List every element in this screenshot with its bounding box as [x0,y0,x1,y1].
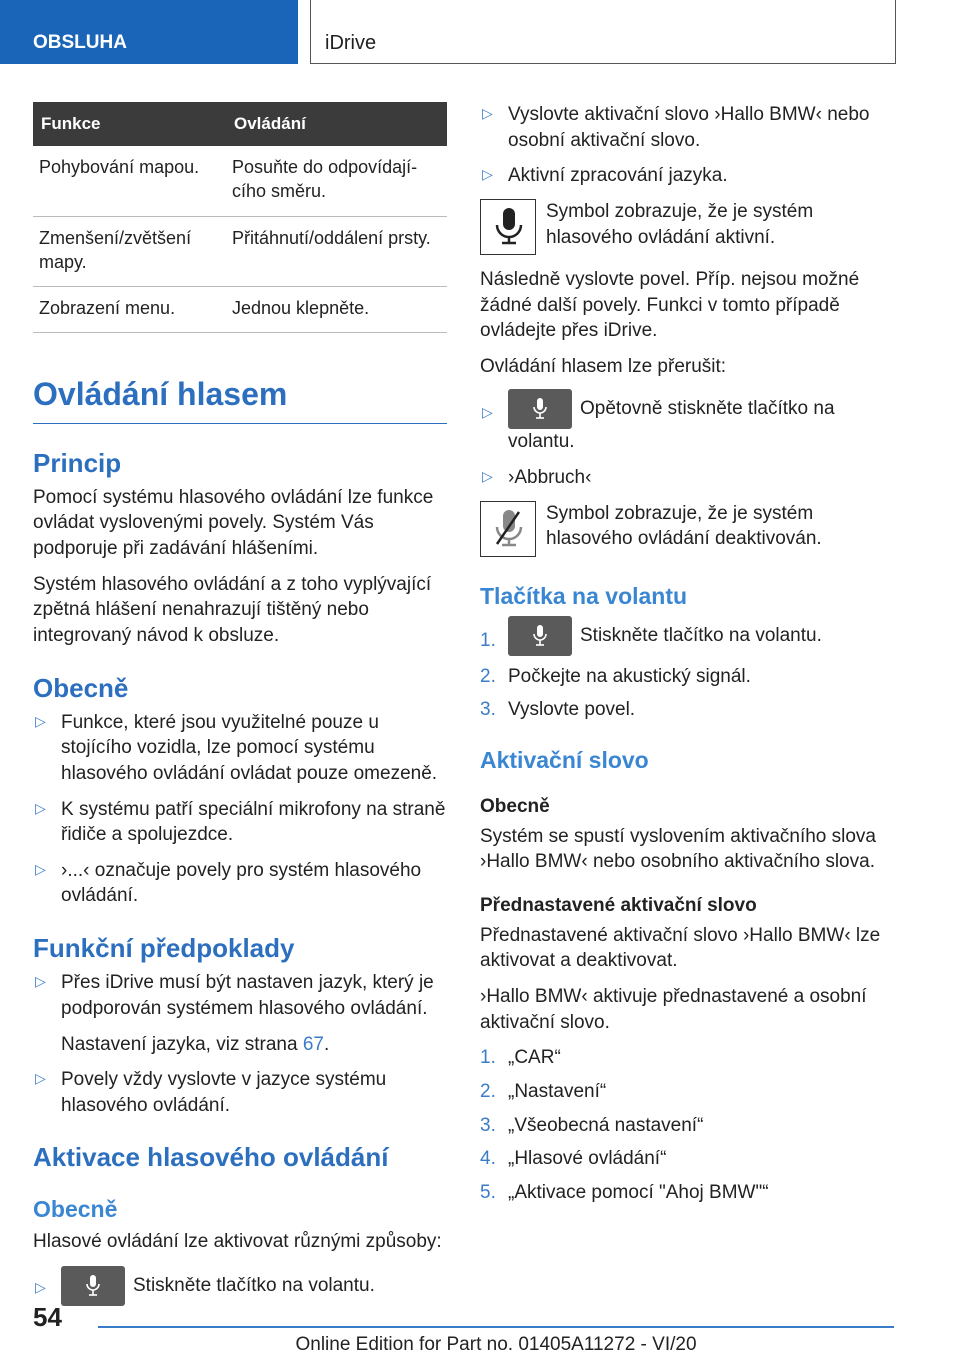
microphone-icon [495,208,523,246]
voice-active-symbol [480,199,536,255]
subsection-heading: Obecně [33,1195,118,1222]
section-heading: Funkční předpoklady [33,933,295,964]
section-heading: Aktivace hlasového ovládání [33,1142,389,1173]
gesture-table [33,102,447,333]
footer-divider [98,1326,894,1328]
page-link[interactable]: 67 [302,1033,324,1055]
step-number: 4. [480,1148,496,1170]
right-column [480,102,894,1213]
list-item: 1. „CAR“ [480,1045,894,1071]
table-cell: Posuňte do odpovídajícího směru. [226,146,447,216]
microphone-icon [533,398,547,420]
triangle-bullet-icon: ▷ [35,1070,46,1087]
paragraph: Následně vyslovte povel. Příp. nejsou možné žádné další povely. Funkci v tomto případě ovládejte přes iDrive. [480,268,860,342]
table-cell: Zmenšení/zvětšení mapy. [33,216,226,287]
sub-paragraph: Nastavení jazyka, viz strana 67. [61,1033,330,1055]
triangle-bullet-icon: ▷ [35,799,46,816]
triangle-bullet-icon: ▷ [35,860,46,877]
list-item: ▷ Funkce, které jsou využitelné pouze u stojícího vozidla, lze pomocí systému hlasového ovládání ovládat pouze omezeně. [35,711,438,784]
numbered-list [480,616,894,723]
list-item: ▷ K systému patří speciální mikrofony na straně řidiče a spolujezdce. [35,798,446,846]
table-cell: Pohybování mapou. [33,146,226,216]
table-row [33,216,447,287]
triangle-bullet-icon: ▷ [35,973,46,990]
section-tab [0,0,298,64]
step-number: 3. [480,699,496,721]
voice-button-image [508,389,572,429]
table-header-cell: Ovládání [226,102,447,146]
list-item: ▷ Povely vždy vyslovte v jazyce systému hlasového ovládání. [35,1069,387,1116]
list-item: ▷ Opětovně stiskněte tlačítko na volantu. [480,389,894,455]
section-heading: Obecně [33,672,129,703]
paragraph: Přednastavené aktivační slovo ›Hallo BMW‹ lze aktivovat a deaktivovat. [480,924,881,972]
step-number: 3. [480,1114,496,1136]
table-cell: Přitáhnutí/oddálení prsty. [226,216,447,287]
paragraph: Pomocí systému hlasového ovládání lze funkce ovládat vyslovenými povely. Systém Vás podporuje při zadávání hlášeními. [33,486,434,559]
voice-button-image [61,1266,125,1306]
paragraph: Systém hlasového ovládání a z toho vyplývající zpětná hlášení nenahrazují tištěný nebo integrovaný návod k obsluze. [33,573,432,646]
voice-inactive-symbol [480,501,536,557]
footer-edition: Online Edition for Part no. 01405A11272 - VI/20 [295,1334,697,1355]
triangle-bullet-icon: ▷ [482,468,493,485]
chapter-title: iDrive [325,32,377,54]
section-heading: Princip [33,447,122,478]
bullet-list [33,970,447,1118]
table-row [33,287,447,333]
triangle-bullet-icon: ▷ [482,166,493,183]
list-item: ▷ ›Abbruch‹ [482,467,592,489]
symbol-note-inactive [480,501,894,557]
list-item: ▷ Vyslovte aktivační slovo ›Hallo BMW‹ nebo osobní aktivační slovo. [482,104,870,151]
paragraph: ›Hallo BMW‹ aktivuje přednastavené a osobní aktivační slovo. [480,985,867,1033]
chapter-heading: Ovládání hlasem [33,373,447,423]
page-number: 54 [33,1302,62,1332]
list-item: 3. Vyslovte povel. [480,697,894,723]
table-cell: Zobrazení menu. [33,287,226,333]
table-cell: Jednou klepněte. [226,287,447,333]
step-number: 5. [480,1181,496,1203]
paragraph: Ovládání hlasem lze přerušit: [480,355,727,377]
triangle-bullet-icon: ▷ [35,712,46,729]
step-number: 1. [480,629,496,651]
subsection-heading: Tlačítka na volantu [480,582,688,609]
microphone-icon [533,625,547,647]
bullet-list [480,389,894,490]
list-item: ▷ Přes iDrive musí být nastaven jazyk, který je podporován systémem hlasového ovládání. Nastavení jazyka, viz strana 67. [33,970,447,1057]
triangle-bullet-icon: ▷ [35,1279,46,1296]
triangle-bullet-icon: ▷ [482,404,493,421]
triangle-bullet-icon: ▷ [482,105,493,121]
left-column [33,102,447,1316]
list-item: 5. „Aktivace pomocí "Ahoj BMW"“ [480,1180,894,1206]
table-row [33,146,447,216]
subsection-heading: Aktivační slovo [480,747,649,774]
symbol-description: Symbol zobrazuje, že je systém hlasového ovládání deaktivován. [546,502,822,550]
list-item: ▷ Stiskněte tlačítko na volantu. [33,1264,447,1306]
list-item: 2. Počkejte na akustický signál. [480,664,894,690]
paragraph: Systém se spustí vyslovením aktivačního slova ›Hallo BMW‹ nebo osobního aktivačního slova. [480,825,876,873]
microphone-icon [86,1275,100,1297]
chapter-tab [310,0,896,64]
table-header-cell: Funkce [33,102,226,146]
list-item: 1. Stiskněte tlačítko na volantu. [480,616,894,656]
section-title: OBSLUHA [33,32,127,53]
bullet-list [33,1264,447,1306]
minor-heading: Přednastavené aktivační slovo [480,895,757,917]
step-number: 2. [480,665,496,687]
bullet-list [480,102,894,189]
microphone-muted-icon [495,510,523,548]
list-item: ▷ ›...‹ označuje povely pro systém hlasového ovládání. [35,859,422,907]
numbered-list [480,1045,894,1205]
paragraph: Hlasové ovládání lze aktivovat různými způsoby: [33,1230,442,1252]
step-number: 1. [480,1047,496,1069]
list-item: 2. „Nastavení“ [480,1079,894,1105]
symbol-description: Symbol zobrazuje, že je systém hlasového ovládání aktivní. [546,200,814,248]
table-header-row [33,102,447,146]
symbol-note-active [480,199,894,255]
list-item: 4. „Hlasové ovládání“ [480,1146,894,1172]
list-item: ▷ Aktivní zpracování jazyka. [482,165,728,187]
minor-heading: Obecně [480,796,550,818]
bullet-list [33,710,447,909]
list-item: 3. „Všeobecná nastavení“ [480,1113,894,1139]
step-number: 2. [480,1080,496,1102]
voice-button-image [508,616,572,656]
